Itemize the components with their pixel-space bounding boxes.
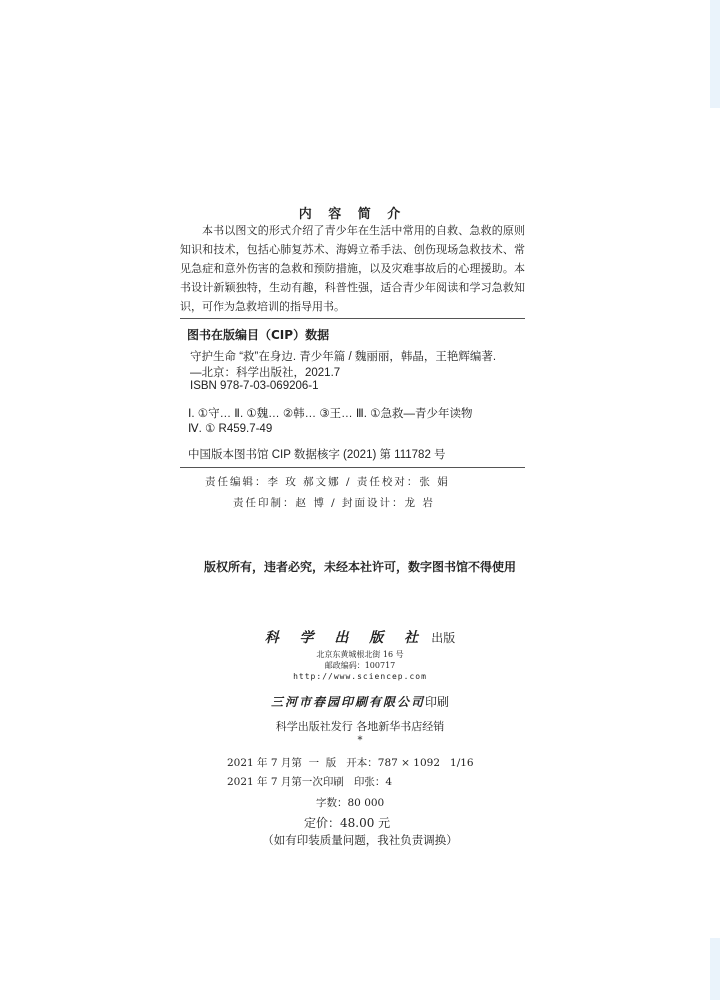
credits-line-2: 责任印制：赵 博 / 封面设计：龙 岩	[233, 497, 435, 509]
publisher-name: 科 学 出 版 社	[264, 630, 427, 646]
credits-line-1: 责任编辑：李 玫 郝文娜 / 责任校对：张 娟	[205, 476, 450, 488]
word-count: 字数：80 000	[316, 797, 385, 809]
copyright-notice: 版权所有，违者必究，未经本社许可，数字图书馆不得使用	[203, 560, 516, 574]
cip-line-4: Ⅰ. ①守… Ⅱ. ①魏… ②韩… ③王… Ⅲ. ①急救—青少年读物	[188, 408, 473, 420]
page-edge-top	[710, 0, 720, 108]
printer-suffix: 印刷	[425, 695, 450, 709]
divider-bottom	[180, 467, 525, 468]
page-edge-bottom	[710, 938, 720, 1000]
intro-body: 本书以图文的形式介绍了青少年在生活中常用的自救、急救的原则知识和技术，包括心肺复苏术、海姆立希手法、创伤现场急救技术、常见急症和意外伤害的急救和预防措施，以及灾难事故后的心理援助。本书设计新颖独特，生动有趣，科普性强，适合青少年阅读和学习急救知识，可作为急救培训的指导用书。	[180, 224, 525, 313]
cip-line-3: ISBN 978-7-03-069206-1	[190, 380, 319, 392]
cip-core-number: 中国版本图书馆 CIP 数据核字 (2021) 第 111782 号	[188, 449, 446, 461]
publisher-url[interactable]: http://www.sciencep.com	[293, 672, 427, 681]
printer-name: 三河市春园印刷有限公司	[270, 695, 425, 709]
quality-note: （如有印装质量问题，我社负责调换）	[262, 833, 458, 847]
printer-line	[0, 693, 720, 710]
publisher-address: 北京东黄城根北街 16 号	[316, 650, 404, 659]
publisher-line	[0, 627, 720, 647]
edition-line-1: 2021 年 7 月第 一 版 开本：787 × 1092 1/16	[227, 757, 474, 769]
edition-line-2: 2021 年 7 月第一次印刷 印张：4	[227, 776, 393, 788]
divider-top	[180, 318, 525, 319]
cip-line-5: Ⅳ. ① R459.7-49	[188, 423, 273, 435]
cip-line-1: 守护生命 “救”在身边. 青少年篇 / 魏丽丽，韩晶，王艳辉编著.	[190, 351, 497, 363]
distribution-line: 科学出版社发行 各地新华书店经销	[275, 720, 445, 733]
separator-star: *	[357, 735, 363, 746]
intro-heading: 内 容 简 介	[298, 207, 407, 222]
cip-heading: 图书在版编目（CIP）数据	[187, 328, 330, 342]
publisher-suffix: 出版	[431, 631, 456, 645]
price: 定价：48.00 元	[304, 816, 391, 830]
cip-line-2: —北京：科学出版社，2021.7	[190, 367, 341, 379]
publisher-postcode: 邮政编码：100717	[324, 661, 396, 670]
